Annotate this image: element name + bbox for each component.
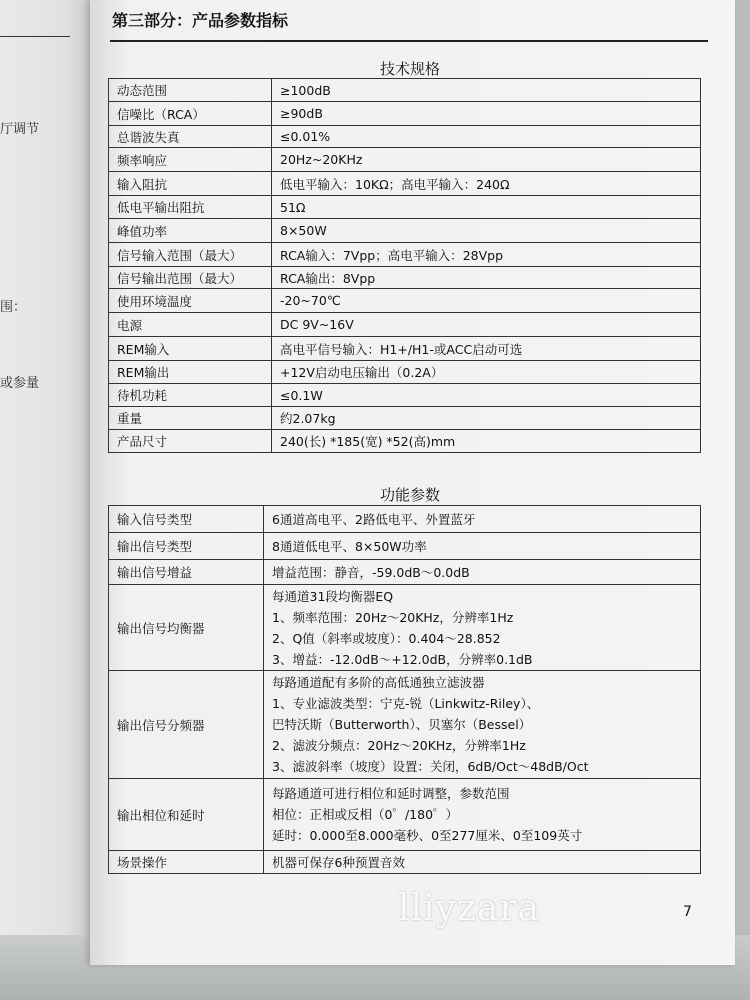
func-label: 输出相位和延时: [109, 779, 264, 851]
func-value-line: 每通道31段均衡器EQ: [272, 588, 394, 604]
spec-row: [109, 148, 701, 172]
section-heading: 第三部分：产品参数指标: [112, 11, 289, 30]
func-value: [264, 506, 701, 533]
func-value-line: 3、增益：-12.0dB～+12.0dB，分辨率0.1dB: [272, 651, 533, 667]
func-row: [109, 585, 701, 671]
func-label: 输出信号类型: [109, 533, 264, 560]
func-label: 输出信号分频器: [109, 671, 264, 779]
spec-row: [109, 102, 701, 126]
heading-rule: [110, 40, 708, 42]
spec-label: 信号输入范围（最大）: [109, 243, 272, 267]
spec-row: [109, 384, 701, 407]
left-page: [0, 0, 92, 1000]
func-value-line: 1、频率范围：20Hz～20KHz，分辨率1Hz: [272, 609, 514, 625]
spec-row: [109, 361, 701, 384]
spec-row: [109, 407, 701, 430]
spec-row: [109, 79, 701, 102]
spec-label: 动态范围: [109, 79, 272, 102]
func-row: [109, 779, 701, 851]
spec-row: [109, 267, 701, 289]
spec-value: 51Ω: [272, 196, 701, 219]
func-value-line: 增益范围：静音，-59.0dB～0.0dB: [272, 564, 470, 580]
spec-value: +12V启动电压输出（0.2A）: [272, 361, 701, 384]
func-label: 输出信号均衡器: [109, 585, 264, 671]
func-value-line: 6通道高电平、2路低电平、外置蓝牙: [272, 511, 476, 527]
func-value-line: 1、专业滤波类型：宁克-锐（Linkwitz-Riley）、: [272, 696, 540, 711]
spec-table: [108, 78, 701, 453]
func-row: [109, 671, 701, 779]
spec-label: REM输入: [109, 337, 272, 361]
func-value-line: 相位：正相或反相（0゜/180゜）: [272, 807, 459, 822]
spec-value: 约2.07kg: [272, 407, 701, 430]
func-row: [109, 560, 701, 585]
spec-label: 峰值功率: [109, 219, 272, 243]
left-page-fragment: 或参量: [0, 376, 40, 391]
spec-value: -20~70℃: [272, 289, 701, 313]
spec-row: [109, 289, 701, 313]
spec-value: 240(长) *185(宽) *52(高)mm: [272, 430, 701, 453]
spec-row: [109, 172, 701, 196]
func-value-line: 机器可保存6种预置音效: [272, 854, 405, 870]
spec-value: ≤0.1W: [272, 384, 701, 407]
func-row: [109, 851, 701, 874]
spec-label: 输入阻抗: [109, 172, 272, 196]
func-value: [264, 851, 701, 874]
spec-value: ≥90dB: [272, 102, 701, 126]
spec-value: 8×50W: [272, 219, 701, 243]
spec-label: 频率响应: [109, 148, 272, 172]
spec-label: REM输出: [109, 361, 272, 384]
spec-row: [109, 219, 701, 243]
left-page-rule: [0, 36, 70, 37]
spec-row: [109, 313, 701, 337]
func-value-line: 巴特沃斯（Butterworth）、贝塞尔（Bessel）: [272, 717, 532, 732]
spec-value: 低电平输入：10KΩ；高电平输入：240Ω: [272, 172, 701, 196]
func-value-line: 每路通道配有多阶的高低通独立滤波器: [272, 675, 485, 690]
spec-row: [109, 243, 701, 267]
func-row: [109, 506, 701, 533]
func-value: [264, 585, 701, 671]
func-value: [264, 779, 701, 851]
func-value-line: 延时：0.000至8.000毫秒、0至277厘米、0至109英寸: [272, 828, 583, 843]
spec-label: 使用环境温度: [109, 289, 272, 313]
spec-value: 20Hz~20KHz: [272, 148, 701, 172]
spec-value: ≥100dB: [272, 79, 701, 102]
spec-value: DC 9V~16V: [272, 313, 701, 337]
func-value-line: 8通道低电平、8×50W功率: [272, 538, 427, 554]
spec-value: RCA输出：8Vpp: [272, 267, 701, 289]
spec-row: [109, 196, 701, 219]
func-value-line: 2、Q值（斜率或坡度）：0.404～28.852: [272, 630, 501, 646]
spec-value: ≤0.01%: [272, 126, 701, 148]
func-value-line: 每路通道可进行相位和延时调整，参数范围: [272, 786, 510, 801]
func-value-line: 3、滤波斜率（坡度）设置：关闭，6dB/Oct～48dB/Oct: [272, 759, 589, 774]
left-page-fragment: 围：: [0, 300, 27, 315]
spec-row: [109, 337, 701, 361]
func-label: 输入信号类型: [109, 506, 264, 533]
spec-table-title: 技术规格: [379, 60, 440, 78]
spec-value: 高电平信号输入：H1+/H1-或ACC启动可选: [272, 337, 701, 361]
func-label: 输出信号增益: [109, 560, 264, 585]
func-label: 场景操作: [109, 851, 264, 874]
func-value: [264, 560, 701, 585]
spec-label: 信号输出范围（最大）: [109, 267, 272, 289]
func-value: [264, 671, 701, 779]
spec-row: [109, 126, 701, 148]
left-page-fragment: 厅调节: [0, 122, 40, 137]
func-value-line: 2、滤波分频点：20Hz～20KHz，分辨率1Hz: [272, 738, 526, 753]
spec-row: [109, 430, 701, 453]
func-value: [264, 533, 701, 560]
func-row: [109, 533, 701, 560]
spec-label: 低电平输出阻抗: [109, 196, 272, 219]
spec-label: 总谐波失真: [109, 126, 272, 148]
watermark: lliyzara: [398, 888, 540, 929]
spec-label: 信噪比（RCA）: [109, 102, 272, 126]
spec-label: 产品尺寸: [109, 430, 272, 453]
spec-label: 电源: [109, 313, 272, 337]
func-table: [108, 505, 701, 874]
page-number: 7: [683, 904, 692, 920]
spec-value: RCA输入：7Vpp；高电平输入：28Vpp: [272, 243, 701, 267]
func-table-title: 功能参数: [379, 486, 440, 504]
spec-label: 重量: [109, 407, 272, 430]
spec-label: 待机功耗: [109, 384, 272, 407]
